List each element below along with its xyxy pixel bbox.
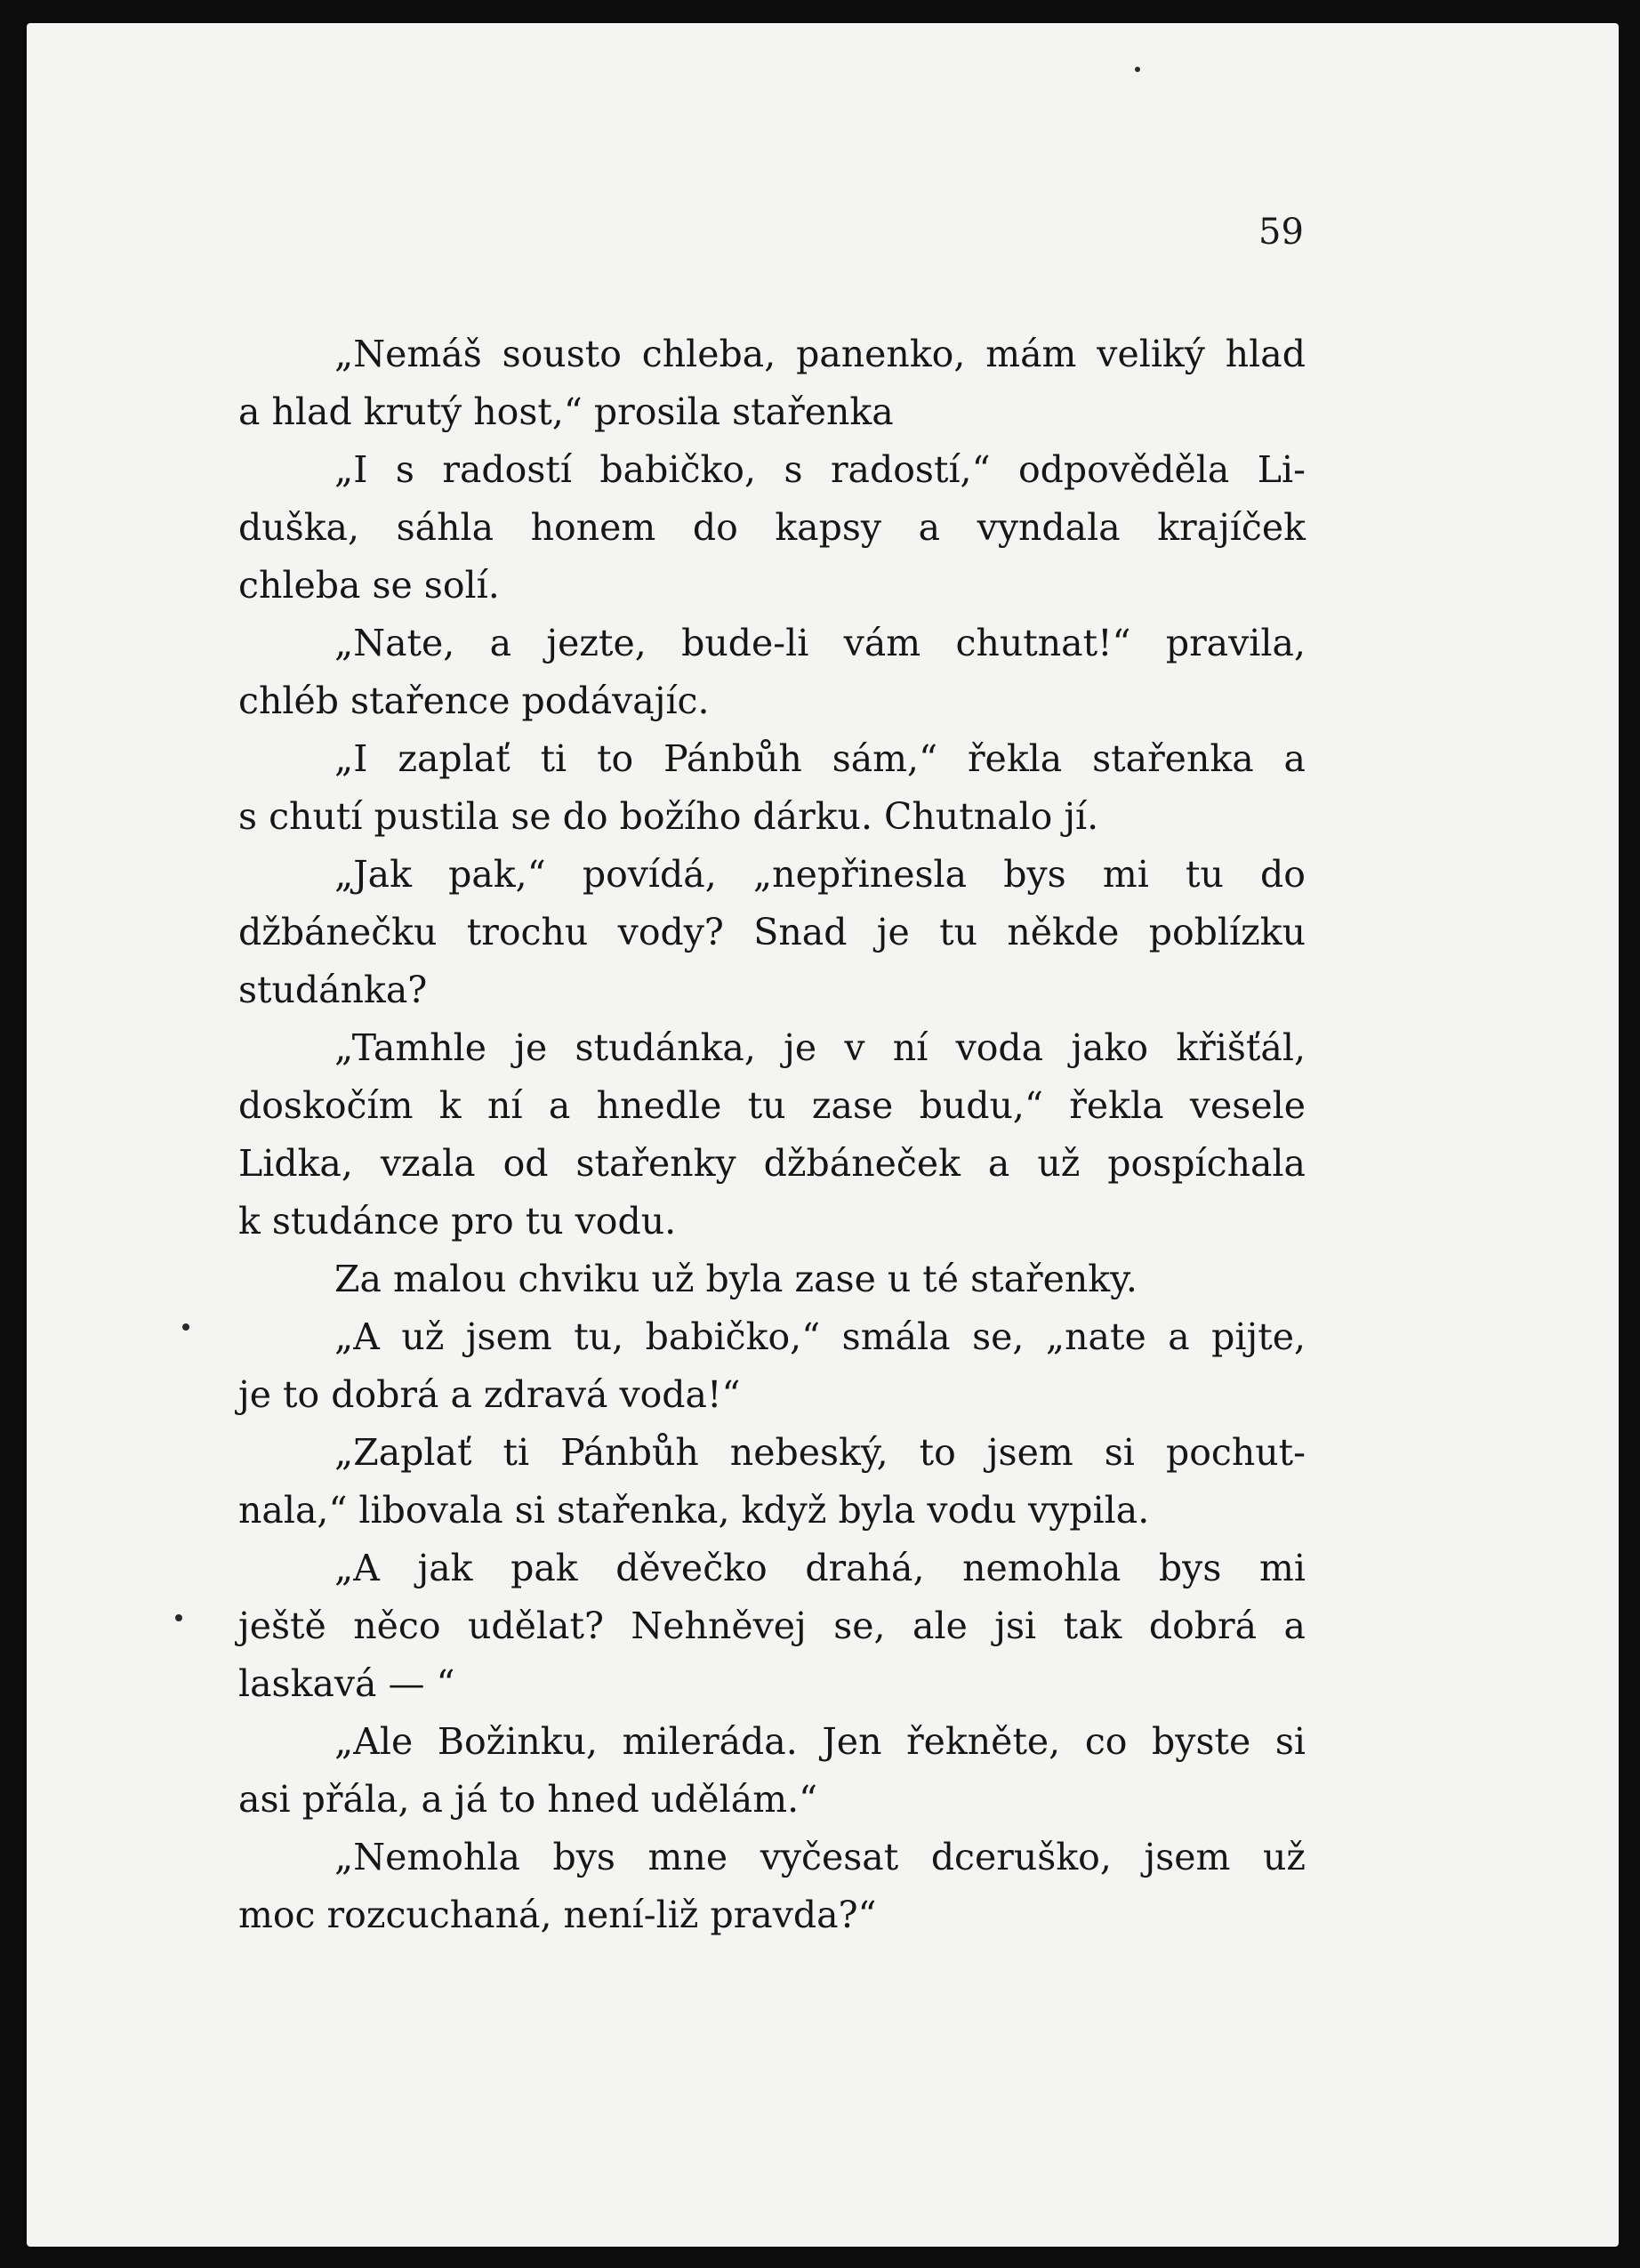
text-line: „A jak pak děvečko drahá, nemohla bys mi: [334, 1547, 1306, 1589]
text-line: moc rozcuchaná, není-liž pravda?“: [238, 1894, 877, 1936]
text-line: „Nate, a jezte, bude-li vám chutnat!“ pravila,: [334, 622, 1306, 664]
text-line: ještě něco udělat? Nehněvej se, ale jsi tak dobrá a: [238, 1604, 1306, 1647]
paragraph: [238, 326, 1306, 441]
page-number: 59: [1258, 212, 1304, 253]
text-line: laskavá — “: [238, 1662, 455, 1705]
text-line: „I s radostí babičko, s radostí,“ odpověděla Li-: [334, 448, 1306, 491]
text-line: „Tamhle je studánka, je v ní voda jako křišťál,: [334, 1026, 1306, 1069]
text-line: džbánečku trochu vody? Snad je tu někde poblízku: [238, 911, 1306, 953]
print-speck: [182, 1323, 189, 1331]
text-line: duška, sáhla honem do kapsy a vyndala krajíček: [238, 506, 1306, 549]
text-line: Za malou chviku už byla zase u té stařenky.: [334, 1258, 1138, 1300]
text-line: chléb stařence podávajíc.: [238, 680, 710, 722]
text-line: Lidka, vzala od stařenky džbáneček a už pospíchala: [238, 1142, 1306, 1185]
text-line: s chutí pustila se do božího dárku. Chutnalo jí.: [238, 795, 1099, 838]
paragraph: [238, 441, 1306, 615]
text-line: „Jak pak,“ povídá, „nepřinesla bys mi tu do: [334, 853, 1306, 896]
paragraph: [238, 1713, 1306, 1829]
text-line: „Nemáš sousto chleba, panenko, mám veliký hlad: [334, 333, 1306, 375]
text-line: a hlad krutý host,“ prosila stařenka: [238, 390, 894, 433]
text-line: „Ale Božinku, mileráda. Jen řekněte, co byste si: [334, 1720, 1306, 1763]
text-line: „Nemohla bys mne vyčesat dceruško, jsem už: [334, 1836, 1306, 1878]
paragraph: [238, 846, 1306, 1019]
text-line: asi přála, a já to hned udělám.“: [238, 1778, 818, 1821]
page-body-text: [238, 326, 1306, 1944]
text-line: nala,“ libovala si stařenka, když byla vodu vypila.: [238, 1489, 1150, 1532]
text-line: doskočím k ní a hnedle tu zase budu,“ řekla vesele: [238, 1084, 1306, 1127]
text-line: „Zaplať ti Pánbůh nebeský, to jsem si pochut-: [334, 1431, 1306, 1474]
print-speck: [1135, 67, 1140, 72]
paragraph: [238, 1019, 1306, 1251]
paragraph: [238, 1424, 1306, 1540]
paragraph: [238, 1829, 1306, 1944]
paragraph: [238, 730, 1306, 846]
paragraph: [238, 615, 1306, 730]
text-line: studánka?: [238, 969, 428, 1011]
text-line: „A už jsem tu, babičko,“ smála se, „nate a pijte,: [334, 1315, 1306, 1358]
paragraph: [238, 1251, 1306, 1308]
text-line: chleba se solí.: [238, 564, 500, 607]
text-line: k studánce pro tu vodu.: [238, 1200, 677, 1243]
text-line: „I zaplať ti to Pánbůh sám,“ řekla stařenka a: [334, 737, 1306, 780]
paragraph: [238, 1540, 1306, 1713]
print-speck: [175, 1614, 182, 1621]
text-line: je to dobrá a zdravá voda!“: [238, 1373, 741, 1416]
paragraph: [238, 1308, 1306, 1424]
